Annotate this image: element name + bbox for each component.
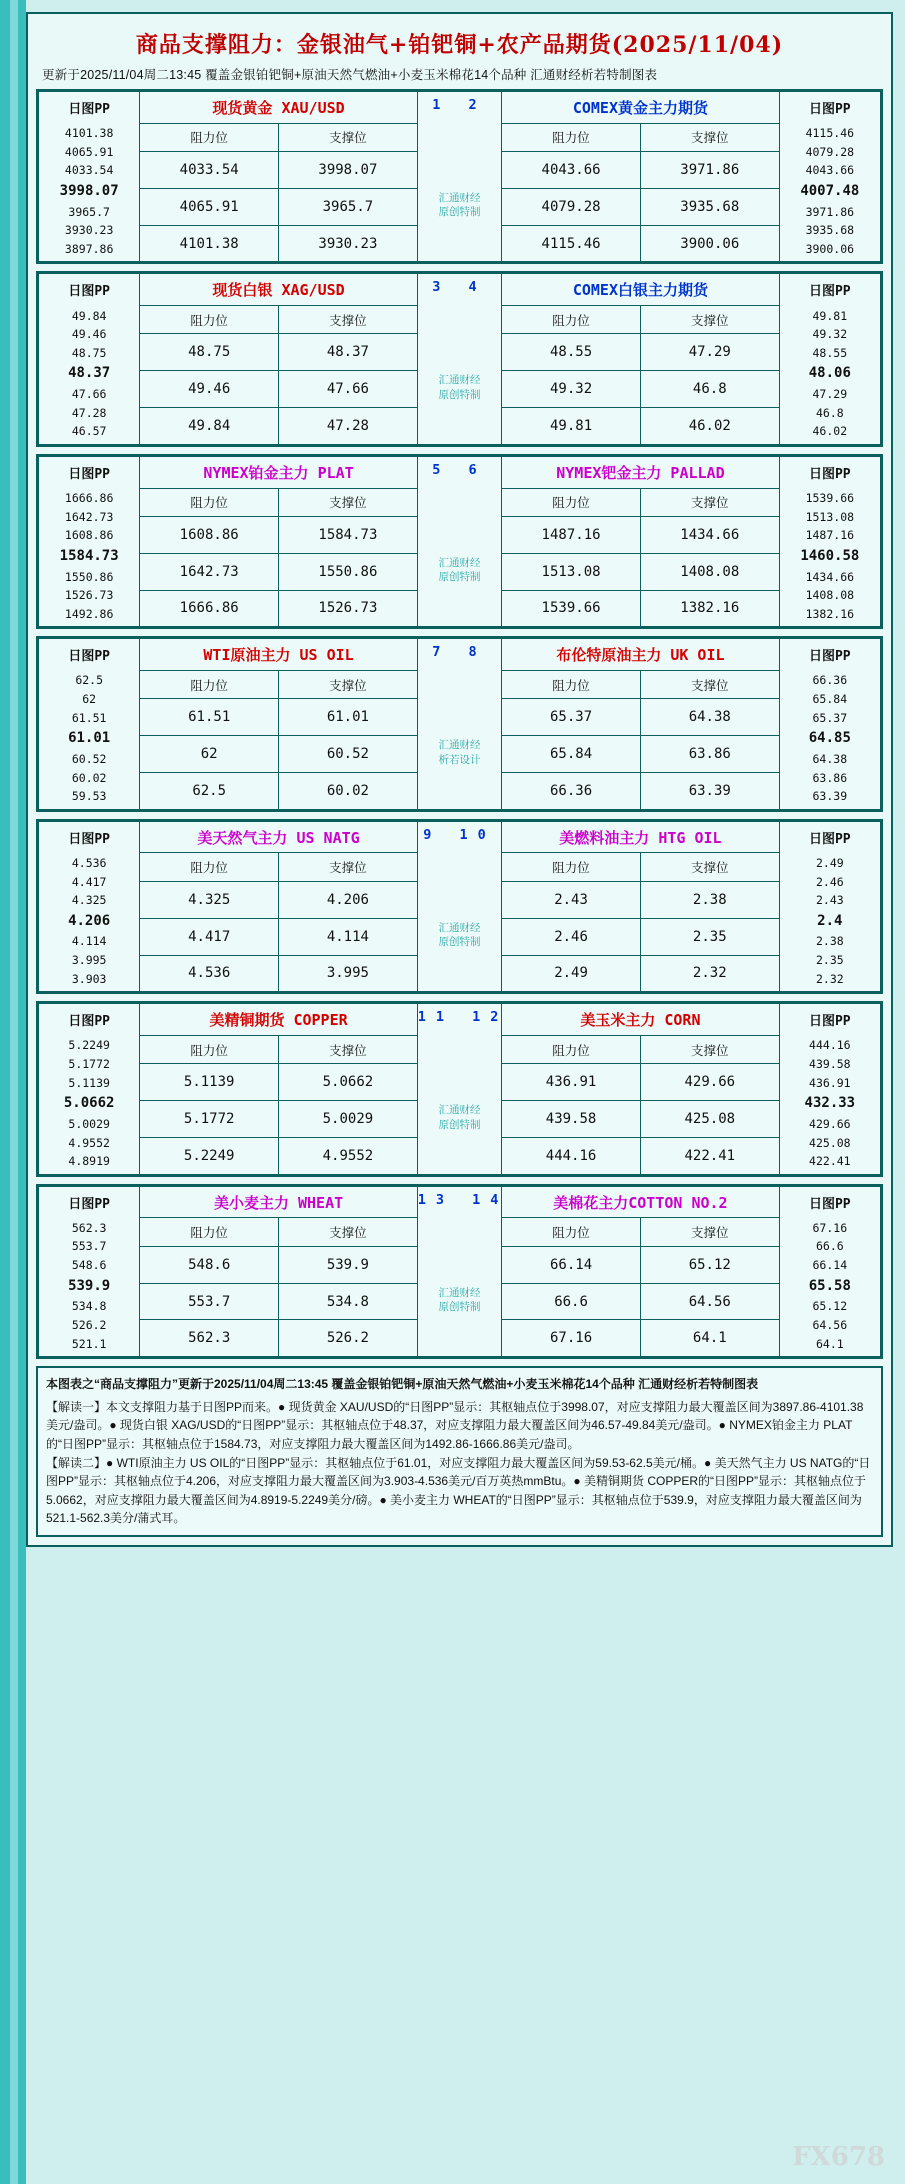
pp-level: 1492.86 <box>64 606 114 621</box>
pp-level: 47.28 <box>71 405 107 420</box>
center-divider <box>417 821 501 991</box>
right-resistance-value: 48.55 <box>502 334 641 371</box>
left-support-header: 支撑位 <box>279 1035 418 1063</box>
pp-level: 5.0662 <box>63 1095 115 1112</box>
left-resistance-value: 4.417 <box>140 918 279 955</box>
right-resistance-value: 66.6 <box>502 1283 641 1320</box>
instrument-block <box>36 636 883 811</box>
pp-level: 3935.68 <box>805 223 855 238</box>
pp-level: 439.58 <box>809 1057 851 1072</box>
right-resistance-value: 4079.28 <box>502 188 641 225</box>
pp-level: 61.51 <box>71 710 107 725</box>
pp-level: 47.29 <box>812 387 848 402</box>
left-support-value: 526.2 <box>279 1320 418 1357</box>
center-divider <box>417 274 501 444</box>
pp-level: 60.02 <box>71 770 107 785</box>
pp-level: 49.32 <box>812 327 848 342</box>
footer-note-2: 【解读二】● WTI原油主力 US OIL的“日图PP”显示：其枢轴点位于61.01，对应支撑阻力最大覆盖区间为59.53-62.5美元/桶。● 美天然气主力 US NATG的“日图PP”显示：其枢轴点位于4.206，对应支撑阻力最大覆盖区间为3.903-4.536美元/百万英热mmBtu。● 美精铜期货 COPPER的“日图PP”显示：其枢轴点位于5.0662，对应支撑阻力最大覆盖区间为4.8919-5.2249美分/磅。● 美小麦主力 WHEAT的“日图PP”显示：其枢轴点位于539.9，对应支撑阻力最大覆盖区间为521.1-562.3美分/蒲式耳。 <box>46 1455 871 1526</box>
pp-level: 61.01 <box>68 730 111 747</box>
right-resistance-value: 49.81 <box>502 408 641 445</box>
block-header-row <box>39 1004 881 1036</box>
left-support-header: 支撑位 <box>279 123 418 151</box>
pp-column-header: 日图PP <box>39 95 139 124</box>
left-resistance-value: 4033.54 <box>140 151 279 188</box>
right-support-header: 支撑位 <box>640 123 779 151</box>
pp-level: 429.66 <box>809 1116 851 1131</box>
left-resistance-header: 阻力位 <box>140 670 279 698</box>
left-support-value: 47.66 <box>279 371 418 408</box>
left-resistance-value: 49.46 <box>140 371 279 408</box>
right-support-value: 64.1 <box>640 1320 779 1357</box>
left-support-value: 4.9552 <box>279 1137 418 1174</box>
center-watermark: 汇通财经 原创特制 <box>438 1286 481 1313</box>
left-resistance-value: 553.7 <box>140 1283 279 1320</box>
pp-level: 4043.66 <box>805 163 855 178</box>
footer-note-1: 【解读一】本文支撑阻力基于日图PP而来。● 现货黄金 XAU/USD的“日图PP”显示：其枢轴点位于3998.07，对应支撑阻力最大覆盖区间为3897.86-4101.38美元/盎司。● 现货白银 XAG/USD的“日图PP”显示：其枢轴点位于48.37，对应支撑阻力最大覆盖区间为46.57-49.84美元/盎司。● NYMEX铂金主力 PLAT的“日图PP”显示：其枢轴点位于1584.73，对应支撑阻力最大覆盖区间为1492.86-1666.86美元/盎司。 <box>46 1399 864 1452</box>
block-index-numbers: 1 2 <box>432 97 487 113</box>
pp-level: 4065.91 <box>64 144 114 159</box>
blocks-container <box>36 89 883 1359</box>
block-header-row <box>39 92 881 124</box>
right-resistance-value: 66.14 <box>502 1246 641 1283</box>
instrument-block <box>36 819 883 994</box>
left-resistance-header: 阻力位 <box>140 123 279 151</box>
pp-level: 66.14 <box>812 1258 848 1273</box>
instrument-name-right: NYMEX钯金主力 PALLAD <box>502 456 779 488</box>
block-header-row <box>39 274 881 306</box>
right-resistance-header: 阻力位 <box>502 488 641 516</box>
right-resistance-value: 2.49 <box>502 955 641 992</box>
pp-level: 4.206 <box>68 912 111 929</box>
right-support-value: 3900.06 <box>640 225 779 262</box>
right-resistance-header: 阻力位 <box>502 123 641 151</box>
pp-column-header: 日图PP <box>39 1190 139 1219</box>
pp-level: 3.903 <box>71 971 107 986</box>
block-index-numbers: 9 10 <box>423 826 496 843</box>
instrument-name-right: 美棉花主力COTTON NO.2 <box>502 1186 779 1218</box>
left-resistance-value: 62.5 <box>140 773 279 810</box>
pp-level: 4079.28 <box>805 144 855 159</box>
pp-level: 2.43 <box>815 893 844 908</box>
right-resistance-value: 1513.08 <box>502 553 641 590</box>
pp-level: 425.08 <box>809 1135 851 1150</box>
pp-column-left <box>39 821 140 991</box>
left-support-header: 支撑位 <box>279 306 418 334</box>
pp-level: 65.58 <box>808 1277 851 1294</box>
pp-level: 64.1 <box>815 1336 844 1351</box>
pp-level: 67.16 <box>812 1220 848 1235</box>
right-resistance-value: 436.91 <box>502 1064 641 1101</box>
pp-level: 64.85 <box>808 730 851 747</box>
pp-level: 65.37 <box>812 710 848 725</box>
right-resistance-value: 439.58 <box>502 1101 641 1138</box>
right-resistance-value: 4043.66 <box>502 151 641 188</box>
right-support-value: 63.86 <box>640 736 779 773</box>
pp-level: 62.5 <box>75 673 104 688</box>
right-support-header: 支撑位 <box>640 853 779 881</box>
pp-level: 1539.66 <box>805 490 855 505</box>
pp-column-right <box>779 1186 880 1356</box>
right-resistance-value: 66.36 <box>502 773 641 810</box>
left-support-header: 支撑位 <box>279 853 418 881</box>
pp-level: 49.84 <box>71 308 107 323</box>
pp-level: 63.86 <box>812 770 848 785</box>
instrument-name-left: 现货黄金 XAU/USD <box>140 92 417 124</box>
right-support-value: 425.08 <box>640 1101 779 1138</box>
right-resistance-value: 67.16 <box>502 1320 641 1357</box>
pp-column-header: 日图PP <box>780 277 880 306</box>
pp-level: 444.16 <box>809 1038 851 1053</box>
right-support-value: 2.35 <box>640 918 779 955</box>
pp-level: 521.1 <box>71 1336 107 1351</box>
footer-notes <box>36 1366 883 1537</box>
left-resistance-value: 5.1772 <box>140 1101 279 1138</box>
right-support-header: 支撑位 <box>640 488 779 516</box>
left-resistance-value: 5.2249 <box>140 1137 279 1174</box>
left-resistance-value: 4065.91 <box>140 188 279 225</box>
left-resistance-value: 548.6 <box>140 1246 279 1283</box>
pp-level: 66.6 <box>815 1239 844 1254</box>
center-divider <box>417 92 501 262</box>
pp-level: 46.8 <box>815 405 844 420</box>
left-resistance-value: 562.3 <box>140 1320 279 1357</box>
pp-column-header: 日图PP <box>39 642 139 671</box>
left-resistance-header: 阻力位 <box>140 1035 279 1063</box>
center-watermark: 汇通财经 原创特制 <box>438 192 481 219</box>
left-support-value: 60.52 <box>279 736 418 773</box>
left-resistance-value: 5.1139 <box>140 1064 279 1101</box>
left-resistance-header: 阻力位 <box>140 306 279 334</box>
left-resistance-value: 4.325 <box>140 881 279 918</box>
pp-level: 1550.86 <box>64 569 114 584</box>
pp-level: 3900.06 <box>805 241 855 256</box>
pp-level: 59.53 <box>71 789 107 804</box>
block-index-numbers: 11 12 <box>417 1009 509 1026</box>
center-divider <box>417 639 501 809</box>
instrument-name-left: 美天然气主力 US NATG <box>140 821 417 853</box>
pp-level: 48.06 <box>808 365 851 382</box>
pp-column-header: 日图PP <box>780 825 880 854</box>
right-support-header: 支撑位 <box>640 670 779 698</box>
report-card <box>26 12 893 1547</box>
pp-level: 4101.38 <box>64 126 114 141</box>
right-support-value: 1434.66 <box>640 516 779 553</box>
pp-level: 62 <box>82 692 97 707</box>
right-support-value: 63.39 <box>640 773 779 810</box>
pp-column-header: 日图PP <box>39 825 139 854</box>
pp-level: 1460.58 <box>800 547 860 564</box>
left-resistance-header: 阻力位 <box>140 1218 279 1246</box>
instrument-block <box>36 271 883 446</box>
right-support-value: 2.32 <box>640 955 779 992</box>
center-divider <box>417 1186 509 1356</box>
right-support-value: 1382.16 <box>640 590 779 627</box>
left-support-header: 支撑位 <box>279 1218 418 1246</box>
pp-level: 46.02 <box>812 424 848 439</box>
block-index-numbers: 13 14 <box>417 1191 509 1208</box>
center-watermark: 汇通财经 原创特制 <box>438 556 481 584</box>
pp-level: 4.114 <box>71 934 107 949</box>
pp-level: 3.995 <box>71 953 107 968</box>
pp-level: 60.52 <box>71 752 107 766</box>
right-support-value: 64.56 <box>640 1283 779 1320</box>
pp-level: 1642.73 <box>64 509 114 524</box>
pp-level: 1487.16 <box>805 528 855 543</box>
block-header-row <box>39 821 881 853</box>
pp-level: 3930.23 <box>64 223 114 238</box>
right-support-value: 429.66 <box>640 1064 779 1101</box>
pp-column-right <box>779 456 880 626</box>
instrument-name-right: COMEX白银主力期货 <box>502 274 779 306</box>
pp-column-right <box>779 1004 880 1174</box>
left-support-value: 61.01 <box>279 699 418 736</box>
pp-level: 65.12 <box>812 1299 848 1314</box>
pp-level: 4007.48 <box>800 182 860 199</box>
left-support-value: 3930.23 <box>279 225 418 262</box>
pp-level: 2.38 <box>815 934 844 949</box>
brand-watermark: FX678 <box>792 2142 885 2172</box>
pp-level: 436.91 <box>809 1075 851 1090</box>
right-support-header: 支撑位 <box>640 1218 779 1246</box>
right-resistance-value: 65.84 <box>502 736 641 773</box>
left-resistance-header: 阻力位 <box>140 853 279 881</box>
right-support-value: 2.38 <box>640 881 779 918</box>
pp-level: 47.66 <box>71 387 107 402</box>
pp-column-left <box>39 274 140 444</box>
pp-level: 3998.07 <box>59 182 119 199</box>
pp-column-right <box>779 821 880 991</box>
instrument-name-left: NYMEX铂金主力 PLAT <box>140 456 417 488</box>
pp-level: 46.57 <box>71 424 107 439</box>
right-support-value: 3971.86 <box>640 151 779 188</box>
instrument-name-right: COMEX黄金主力期货 <box>502 92 779 124</box>
right-resistance-value: 1539.66 <box>502 590 641 627</box>
pp-level: 2.49 <box>815 855 844 870</box>
left-support-value: 534.8 <box>279 1283 418 1320</box>
pp-level: 4.417 <box>71 874 107 889</box>
center-watermark: 汇通财经 原创特制 <box>438 921 481 949</box>
right-resistance-header: 阻力位 <box>502 306 641 334</box>
pp-level: 1666.86 <box>64 490 114 505</box>
pp-level: 1408.08 <box>805 588 855 603</box>
center-divider <box>417 1004 509 1174</box>
pp-level: 4115.46 <box>805 126 855 141</box>
pp-level: 4.8919 <box>68 1154 110 1169</box>
pp-level: 1608.86 <box>64 528 114 543</box>
block-header-row <box>39 1186 881 1218</box>
right-support-value: 46.02 <box>640 408 779 445</box>
left-support-header: 支撑位 <box>279 670 418 698</box>
pp-level: 3897.86 <box>64 241 114 256</box>
right-support-value: 422.41 <box>640 1137 779 1174</box>
right-support-value: 3935.68 <box>640 188 779 225</box>
pp-level: 539.9 <box>68 1277 111 1294</box>
page-subtitle: 更新于2025/11/04周二13:45 覆盖金银铂钯铜+原油天然气燃油+小麦玉米棉花14个品种 汇通财经析若特制图表 <box>42 68 658 82</box>
block-header-row <box>39 639 881 671</box>
left-support-value: 1584.73 <box>279 516 418 553</box>
pp-level: 2.35 <box>815 953 844 968</box>
page-title: 商品支撑阻力：金银油气+铂钯铜+农产品期货(2025/11/04) <box>135 32 784 58</box>
pp-column-header: 日图PP <box>780 642 880 671</box>
left-resistance-value: 48.75 <box>140 334 279 371</box>
left-support-value: 48.37 <box>279 334 418 371</box>
pp-level: 48.55 <box>812 345 848 360</box>
left-support-header: 支撑位 <box>279 488 418 516</box>
right-resistance-header: 阻力位 <box>502 670 641 698</box>
pp-level: 66.36 <box>812 673 848 688</box>
pp-level: 4.9552 <box>68 1135 110 1150</box>
instrument-name-left: WTI原油主力 US OIL <box>140 639 417 671</box>
pp-column-left <box>39 639 140 809</box>
pp-level: 4.325 <box>71 893 107 908</box>
right-support-value: 1408.08 <box>640 553 779 590</box>
pp-level: 3965.7 <box>68 204 110 219</box>
pp-level: 64.56 <box>812 1318 848 1333</box>
left-resistance-value: 1666.86 <box>140 590 279 627</box>
left-support-value: 5.0029 <box>279 1101 418 1138</box>
right-support-header: 支撑位 <box>640 306 779 334</box>
pp-level: 2.32 <box>815 971 844 986</box>
right-resistance-value: 2.46 <box>502 918 641 955</box>
pp-column-right <box>779 274 880 444</box>
instrument-name-left: 美小麦主力 WHEAT <box>140 1186 417 1218</box>
instrument-name-right: 布伦特原油主力 UK OIL <box>502 639 779 671</box>
pp-column-left <box>39 456 140 626</box>
pp-level: 5.2249 <box>68 1038 110 1053</box>
pp-level: 526.2 <box>71 1318 107 1333</box>
left-resistance-value: 61.51 <box>140 699 279 736</box>
pp-level: 5.1139 <box>68 1075 110 1090</box>
block-index-numbers: 3 4 <box>432 279 487 296</box>
instrument-block <box>36 89 883 264</box>
center-divider <box>417 456 501 626</box>
pp-column-header: 日图PP <box>780 95 880 124</box>
pp-column-header: 日图PP <box>780 1007 880 1036</box>
pp-level: 422.41 <box>809 1154 851 1169</box>
pp-level: 48.75 <box>71 345 107 360</box>
pp-level: 49.46 <box>71 327 107 342</box>
block-header-row <box>39 456 881 488</box>
pp-level: 1526.73 <box>64 588 114 603</box>
pp-level: 65.84 <box>812 692 848 707</box>
instrument-name-right: 美燃料油主力 HTG OIL <box>502 821 779 853</box>
center-watermark: 汇通财经 原创特制 <box>438 1104 481 1131</box>
right-support-value: 46.8 <box>640 371 779 408</box>
pp-level: 562.3 <box>71 1220 107 1235</box>
instrument-block <box>36 454 883 629</box>
pp-column-header: 日图PP <box>780 1190 880 1219</box>
right-resistance-header: 阻力位 <box>502 853 641 881</box>
pp-level: 1584.73 <box>59 547 119 564</box>
left-resistance-value: 1608.86 <box>140 516 279 553</box>
left-support-value: 4.114 <box>279 918 418 955</box>
pp-level: 432.33 <box>804 1095 856 1112</box>
right-resistance-value: 2.43 <box>502 881 641 918</box>
pp-column-left <box>39 92 140 262</box>
pp-level: 4033.54 <box>64 163 114 178</box>
instrument-name-left: 美精铜期货 COPPER <box>140 1004 417 1036</box>
instrument-name-left: 现货白银 XAG/USD <box>140 274 417 306</box>
left-support-value: 60.02 <box>279 773 418 810</box>
instrument-name-right: 美玉米主力 CORN <box>502 1004 779 1036</box>
left-resistance-value: 4101.38 <box>140 225 279 262</box>
left-resistance-value: 49.84 <box>140 408 279 445</box>
right-support-header: 支撑位 <box>640 1035 779 1063</box>
pp-level: 548.6 <box>71 1258 107 1273</box>
pp-level: 63.39 <box>812 789 848 804</box>
left-support-value: 1550.86 <box>279 553 418 590</box>
right-resistance-value: 4115.46 <box>502 225 641 262</box>
block-index-numbers: 7 8 <box>432 644 487 661</box>
right-resistance-value: 65.37 <box>502 699 641 736</box>
pp-level: 1382.16 <box>805 606 855 621</box>
pp-level: 534.8 <box>71 1299 107 1314</box>
pp-level: 4.536 <box>71 855 107 870</box>
left-resistance-value: 1642.73 <box>140 553 279 590</box>
instrument-block <box>36 1184 883 1359</box>
pp-level: 5.1772 <box>68 1057 110 1072</box>
pp-level: 1434.66 <box>805 569 855 584</box>
pp-column-left <box>39 1186 140 1356</box>
pp-column-header: 日图PP <box>39 1007 139 1036</box>
left-resistance-value: 62 <box>140 736 279 773</box>
center-watermark: 汇通财经 析若设计 <box>438 739 481 766</box>
pp-level: 2.4 <box>817 912 843 929</box>
footer-top-line: 本图表之“商品支撑阻力”更新于2025/11/04周二13:45 覆盖金银铂钯铜+原油天然气燃油+小麦玉米棉花14个品种 汇通财经析若特制图表 <box>46 1377 759 1392</box>
pp-column-right <box>779 639 880 809</box>
pp-level: 553.7 <box>71 1239 107 1254</box>
right-resistance-header: 阻力位 <box>502 1218 641 1246</box>
pp-level: 48.37 <box>68 365 111 382</box>
left-resistance-header: 阻力位 <box>140 488 279 516</box>
pp-column-header: 日图PP <box>780 460 880 489</box>
pp-level: 49.81 <box>812 308 848 323</box>
pp-level: 3971.86 <box>805 204 855 219</box>
pp-level: 2.46 <box>815 874 844 889</box>
left-support-value: 3965.7 <box>279 188 418 225</box>
center-watermark: 汇通财经 原创特制 <box>438 374 481 401</box>
left-support-value: 3.995 <box>279 955 418 992</box>
pp-level: 5.0029 <box>68 1116 110 1131</box>
left-support-value: 3998.07 <box>279 151 418 188</box>
left-resistance-value: 4.536 <box>140 955 279 992</box>
right-resistance-value: 444.16 <box>502 1137 641 1174</box>
instrument-block <box>36 1001 883 1176</box>
right-support-value: 64.38 <box>640 699 779 736</box>
pp-column-header: 日图PP <box>39 277 139 306</box>
pp-column-header: 日图PP <box>39 460 139 489</box>
right-resistance-header: 阻力位 <box>502 1035 641 1063</box>
block-index-numbers: 5 6 <box>432 461 487 478</box>
left-support-value: 4.206 <box>279 881 418 918</box>
right-support-value: 65.12 <box>640 1246 779 1283</box>
left-support-value: 5.0662 <box>279 1064 418 1101</box>
right-support-value: 47.29 <box>640 334 779 371</box>
right-resistance-value: 1487.16 <box>502 516 641 553</box>
pp-level: 64.38 <box>812 752 848 766</box>
right-resistance-value: 49.32 <box>502 371 641 408</box>
left-support-value: 539.9 <box>279 1246 418 1283</box>
left-support-value: 1526.73 <box>279 590 418 627</box>
pp-level: 1513.08 <box>805 509 855 524</box>
pp-column-left <box>39 1004 140 1174</box>
left-support-value: 47.28 <box>279 408 418 445</box>
pp-column-right <box>779 92 880 262</box>
